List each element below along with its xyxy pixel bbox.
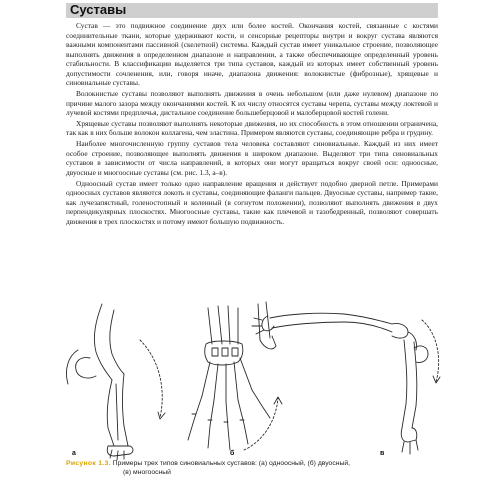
illustration-biaxial-hand xyxy=(188,302,282,450)
figure-caption-label: Рисунок 1.3. xyxy=(66,460,111,467)
figure-caption-text-2: (в) многоосный xyxy=(123,469,171,476)
figure-joint-types xyxy=(62,300,442,462)
figure-label-c: в xyxy=(380,450,385,457)
paragraph-5: Одноосный сустав имеет только одно направление вращения и действует подобно дверной петле. Примерами одноосных суставов являются локоть и суставы, соединяющие фаланги пальцев. Двуосные суставы, например такие, как лучезапястный, голеностопный и коленный (в согнутом положении), позволяют выполнять движения в двух перпендикулярных плоскостях. Многоосные суставы, такие как плечевой и тазобедренный, позволяют совершать движения в трех плоскостях и потому имеют большую подвижность. xyxy=(66,178,438,226)
figure-caption-text: Примеры трех типов синовиальных суставов: (а) одноосный, (б) двуосный, xyxy=(112,460,351,467)
figure-label-a: а xyxy=(72,450,76,457)
paragraph-2: Волокнистые суставы позволяют выполнять движения в очень небольшом (или даже нулевом) диапазоне по причине малого зазора между окончаниями костей. К их числу относятся суставы черепа, суставы между локтевой и лучевой костями предплечья, дистальное соединение большеберцовой и малоберцовой костей голени. xyxy=(66,89,438,118)
figure-caption xyxy=(66,459,438,477)
paragraph-1: Сустав — это подвижное соединение двух или более костей. Окончания костей, связанные с костями соединительные ткани, которые удерживают кости, и сенсорные рецепторы внутри и вокруг сустава являются важными компонентами пассивной (скелетной) системы. Каждый сустав имеет уникальное строение, позволяющее выполнять движения в определенном диапазоне и направлении, а также обеспечивающее определенный уровень стабильности. В классификации выделяется три типа суставов, каждый из которых имеет собственный уровень допустимости сочленения, или, говоря иначе, диапазона движения: волокнистые (фиброзные), хрящевые и синовиальные суставы. xyxy=(66,21,438,88)
illustration-uniaxial-arm xyxy=(66,304,165,460)
joint-illustrations xyxy=(62,300,442,462)
paragraph-4: Наиболее многочисленную группу суставов тела человека составляют синовиальные. Каждый из них имеет особое строение, позволяющее выполнять движения в широком диапазоне. Выделяют три типа синовиальных суставов в зависимости от числа направлений, в которых они могут вращаться вокруг своей оси: одноосные, двуосные и многоосные суставы (см. рис. 1.3, а–в). xyxy=(66,139,438,177)
section-title: Суставы xyxy=(70,2,127,17)
illustration-multiaxial-arm xyxy=(252,313,440,454)
body-text xyxy=(66,21,438,227)
figure-label-b: б xyxy=(230,450,235,457)
paragraph-3: Хрящевые суставы позволяют выполнять некоторые движения, но их способность в этом отношении ограничена, так как в них больше волокон коллагена, чем эластина. Примером являются суставы, соединяющие ребра и грудину. xyxy=(66,118,438,138)
